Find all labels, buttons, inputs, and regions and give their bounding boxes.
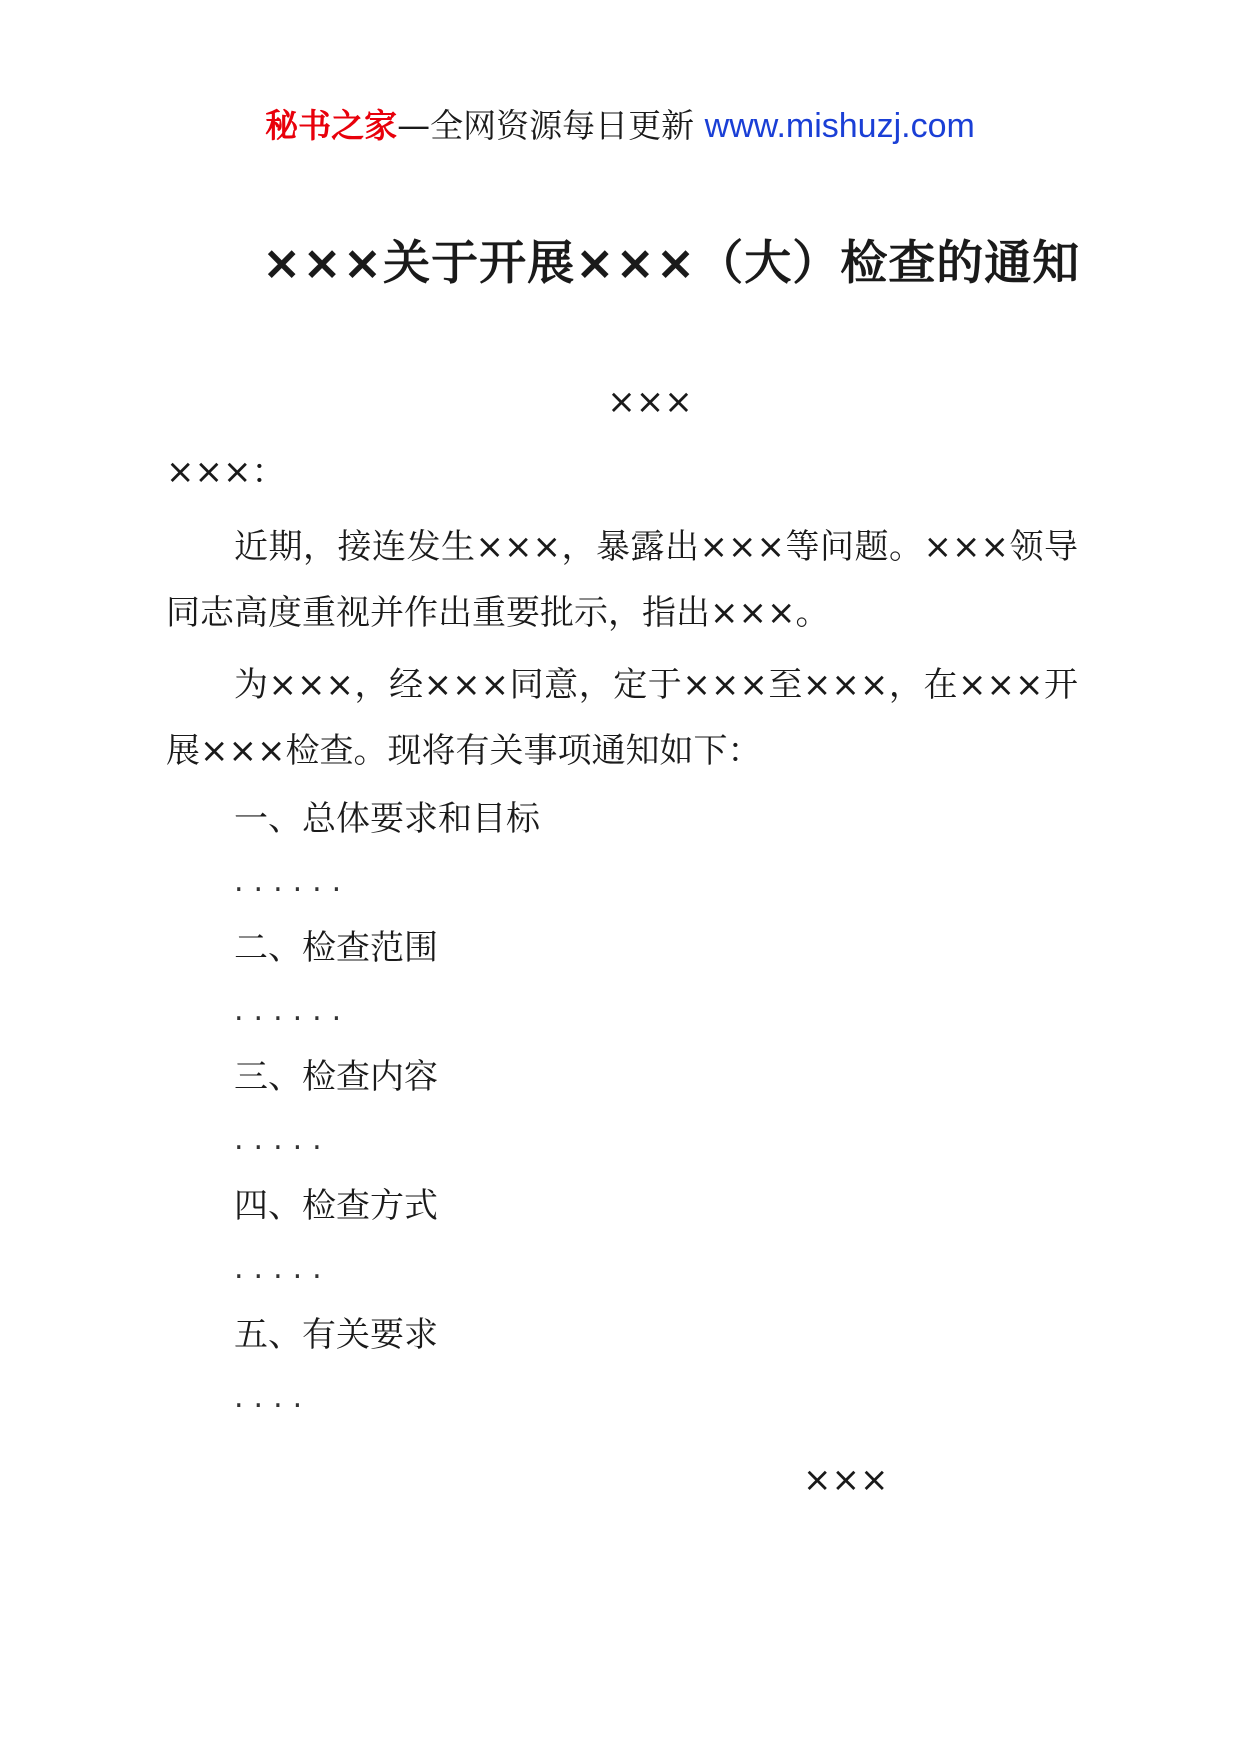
site-header	[0, 104, 1240, 148]
body-paragraph: 为×××，经×××同意，定于×××至×××，在×××开展×××检查。现将有关事项通知如下：	[166, 665, 1078, 771]
section-content: .....	[234, 1122, 332, 1157]
section-heading: 五、有关要求	[234, 1315, 438, 1355]
section-content: ....	[234, 1380, 313, 1415]
site-slogan: —全网资源每日更新	[397, 106, 695, 145]
section-content: .....	[234, 1251, 332, 1286]
section-heading: 二、检查范围	[234, 928, 438, 968]
section-content: ......	[234, 864, 352, 899]
body-paragraph: 近期，接连发生×××，暴露出×××等问题。×××领导同志高度重视并作出重要批示，指出×××。	[166, 527, 1078, 633]
section-heading: 三、检查内容	[234, 1057, 438, 1097]
site-url-link[interactable]: www.mishuzj.com	[704, 107, 975, 145]
section-heading: 一、总体要求和目标	[234, 799, 540, 839]
site-brand: 秘书之家	[265, 106, 398, 145]
document-signature: ×××	[803, 1460, 889, 1500]
section-content: ......	[234, 993, 352, 1028]
section-heading: 四、检查方式	[234, 1186, 438, 1226]
document-salutation: ×××：	[166, 452, 286, 492]
document-title: ×××关于开展×××（大）检查的通知	[262, 236, 1081, 291]
document-author: ×××	[607, 382, 693, 422]
